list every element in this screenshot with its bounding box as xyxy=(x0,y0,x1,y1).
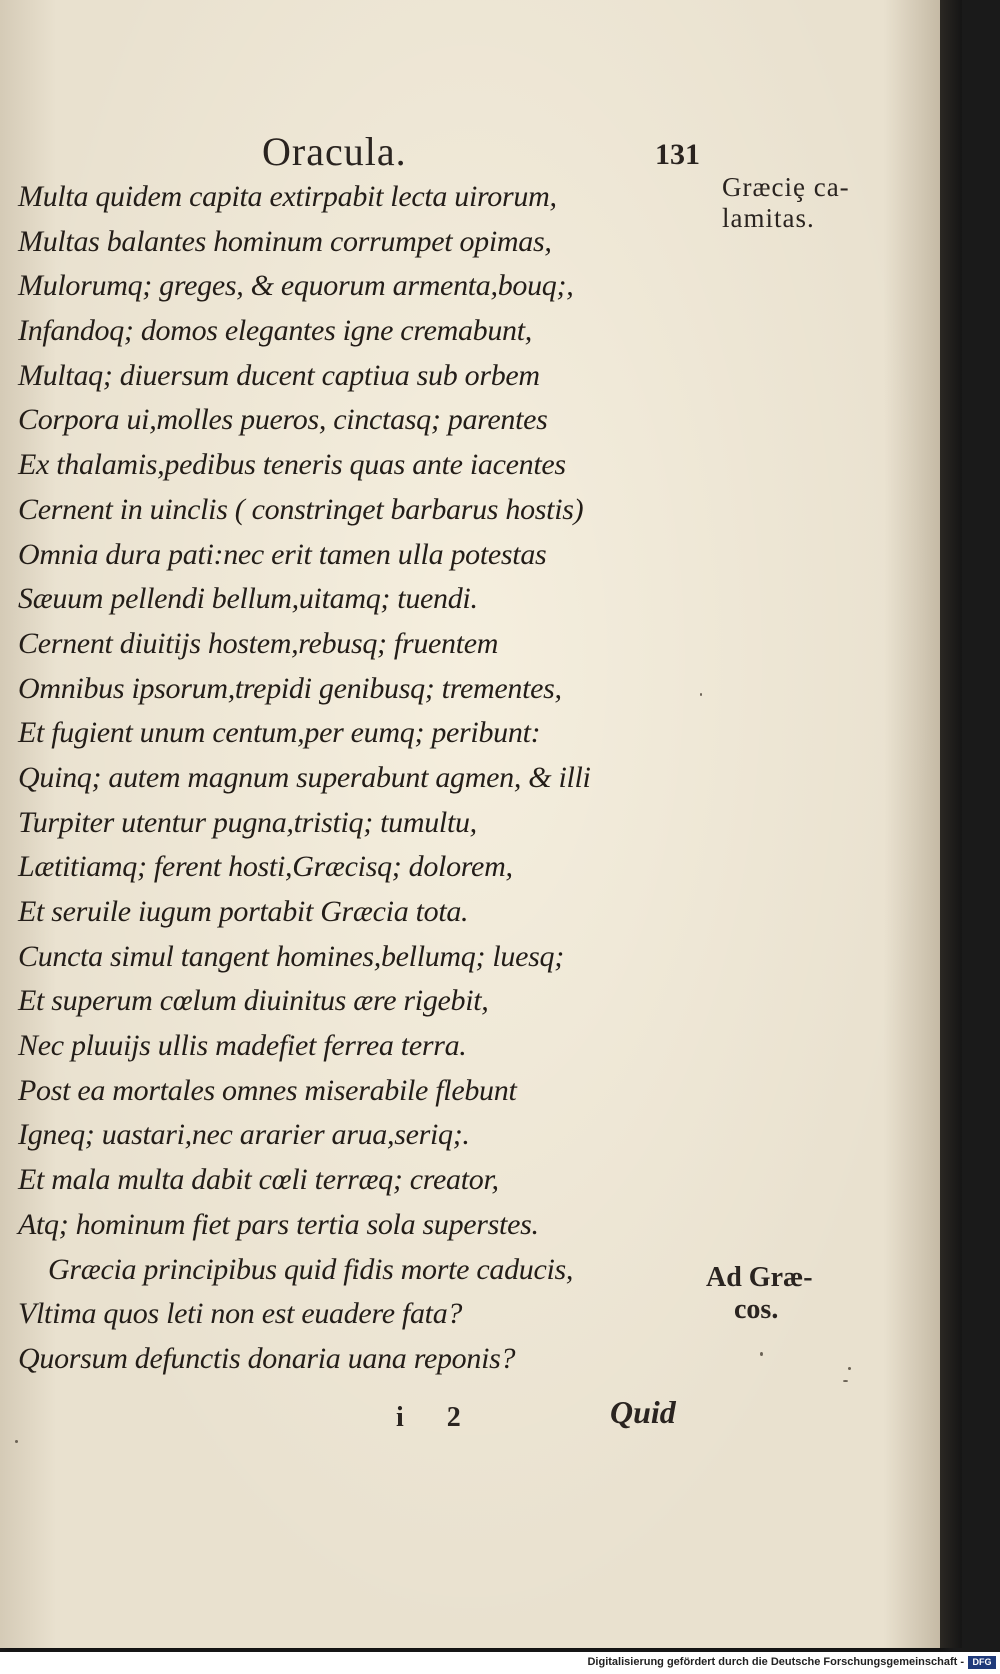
ink-speck xyxy=(848,1367,851,1370)
verse-line: Et superum cœlum diuinitus ære rigebit, xyxy=(18,984,489,1018)
verse-line: Atq; hominum fiet pars tertia sola superstes. xyxy=(18,1207,539,1241)
signature-mark: i 2 xyxy=(396,1402,479,1433)
marginal-note xyxy=(706,1262,813,1326)
verse-line: Cuncta simul tangent homines,bellumq; luesq; xyxy=(18,939,564,973)
verse-line: Multaq; diuersum ducent captiua sub orbem xyxy=(18,358,540,392)
funding-credit: Digitalisierung gefördert durch die Deutsche Forschungsgemeinschaft - xyxy=(587,1656,964,1668)
marginal-note-line: Græciȩ ca- xyxy=(722,172,850,202)
ink-speck xyxy=(15,1440,18,1443)
verse-line: Græcia principibus quid fidis morte caducis, xyxy=(48,1252,574,1286)
catchword: Quid xyxy=(610,1394,676,1430)
page-edge-shadow xyxy=(940,0,962,1648)
verse-text xyxy=(18,175,718,1382)
verse-line: Lætitiamq; ferent hosti,Græcisq; dolorem, xyxy=(18,850,513,884)
verse-line: Turpiter utentur pugna,tristiq; tumultu, xyxy=(18,805,477,839)
verse-line: Mulorumq; greges, & equorum armenta,bouq;, xyxy=(18,269,574,303)
ink-speck xyxy=(700,693,702,696)
marginal-note-line: Ad Græ- xyxy=(706,1262,813,1293)
verse-line: Vltima quos leti non est euadere fata? xyxy=(18,1297,463,1331)
dfg-logo: DFG xyxy=(968,1656,996,1669)
page-number: 131 xyxy=(655,138,700,171)
verse-line: Omnibus ipsorum,trepidi genibusq; trementes, xyxy=(18,671,562,705)
running-head: Oracula. xyxy=(262,129,407,174)
verse-line: Et fugient unum centum,per eumq; peribunt: xyxy=(18,716,541,750)
verse-line: Quorsum defunctis donaria uana reponis? xyxy=(18,1341,516,1375)
verse-line: Cernent diuitijs hostem,rebusq; fruentem xyxy=(18,626,499,660)
marginal-note-line: cos. xyxy=(734,1294,779,1326)
verse-line: Multa quidem capita extirpabit lecta uirorum, xyxy=(18,180,557,213)
verse-line: Corpora ui,molles pueros, cinctasq; parentes xyxy=(18,403,548,437)
verse-line: Et mala multa dabit cœli terræq; creator, xyxy=(18,1163,499,1197)
digitization-footer xyxy=(0,1652,1000,1674)
verse-line: Quinq; autem magnum superabunt agmen, & illi xyxy=(18,760,591,794)
verse-line: Sæuum pellendi bellum,uitamq; tuendi. xyxy=(18,582,478,616)
verse-line: Et seruile iugum portabit Græcia tota. xyxy=(18,895,469,928)
verse-line: Nec pluuijs ullis madefiet ferrea terra. xyxy=(18,1029,467,1063)
marginal-note-line: lamitas. xyxy=(722,203,815,234)
ink-speck xyxy=(760,1352,763,1356)
ink-speck xyxy=(843,1380,848,1382)
verse-line: Infandoq; domos elegantes igne cremabunt, xyxy=(18,314,532,348)
verse-line: Ex thalamis,pedibus teneris quas ante iacentes xyxy=(18,448,566,482)
page-header xyxy=(0,128,940,178)
verse-line: Igneq; uastari,nec ararier arua,seriq;. xyxy=(18,1118,470,1152)
verse-line: Omnia dura pati:nec erit tamen ulla potestas xyxy=(18,537,547,571)
verse-line: Multas balantes hominum corrumpet opimas, xyxy=(18,224,552,258)
marginal-note xyxy=(722,172,850,234)
verse-line: Post ea mortales omnes miserabile flebunt xyxy=(18,1073,517,1107)
verse-line: Cernent in uinclis ( constringet barbarus hostis) xyxy=(18,492,584,526)
